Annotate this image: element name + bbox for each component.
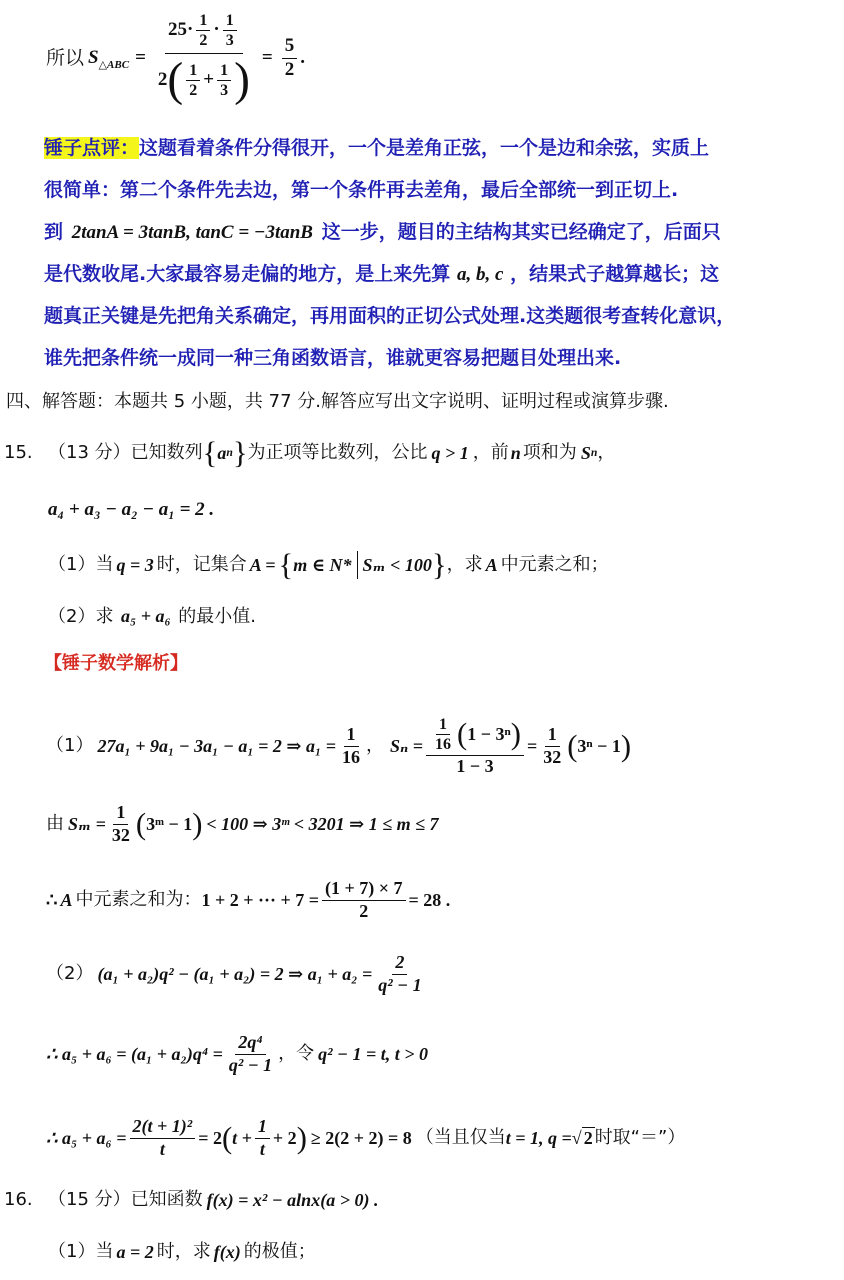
q15-stem [4,438,615,469]
sol6-note1: （当且仅当 [415,1127,506,1148]
q16-stem [4,1188,378,1212]
sol2-sm: Sₘ = [68,814,106,834]
q15-p1-label: （1）当 [48,554,114,576]
sol-line-4 [46,944,428,1004]
den-half [186,62,200,100]
half-num: 1 [196,12,210,32]
main-fraction-num [165,12,243,54]
sol1-r-num: 1 [545,725,560,747]
sol1-a1-num: 1 [344,725,359,747]
sol-line-1 [46,698,631,794]
sol6-c1: t + [232,1128,252,1148]
q16-f: f(x) = x² − alnx(a > 0) . [206,1190,379,1210]
sol6-pr: ) [296,1120,307,1155]
result-period: . [300,47,305,68]
set-bar [357,551,358,579]
third-den: 3 [225,32,234,50]
sol6-inv-num: 1 [255,1117,270,1139]
sol1-eq: = [526,736,538,756]
q15-p2-label: （2）求 [48,606,114,627]
q15-p1-set: A = [249,555,276,576]
sol1-comma: ， [366,735,384,756]
q15-n: n [510,443,521,464]
sol4-a: (a₁ + a₂)q² − (a₁ + a₂) = 2 ⇒ a₁ + a₂ = [97,964,373,984]
dot2: · [213,19,220,41]
q15-cond: q > 1 [431,443,469,464]
sol6-num: 2(t + 1)² [130,1117,196,1139]
eq1: = [135,47,146,68]
den-third-num: 1 [217,62,231,82]
sol3-res: = 28 . [408,890,451,910]
sol1-rpl: ( [567,728,578,763]
sol5-den: q² − 1 [228,1054,273,1075]
paren-r: ) [234,53,250,106]
q15-p1-t1: 时，记集合 [156,554,247,576]
sol-line-6 [46,1106,685,1170]
q15-p1-A: A [485,555,498,576]
review-line-1 [44,136,709,161]
q16-p1-t: 时，求 [156,1241,211,1262]
sol1-inner-frac [432,716,454,754]
q15-sn-sub: n [590,446,598,460]
sol2-paren: 3ᵐ − 1 [146,814,193,834]
q15-t5: ， [597,442,616,464]
den-third-den: 3 [220,82,229,100]
review-3-post: 这一步，题目的主结构其实已经确定了，后面只 [321,221,721,243]
sol2-pl: ( [135,806,147,841]
q15-p1-t3: 中元素之和； [500,554,609,576]
result-den: 2 [284,58,295,80]
sol5-a: ∴ a₅ + a₆ = (a₁ + a₂)q⁴ = [46,1044,223,1064]
q16-p1-t2: 的极值； [243,1241,316,1262]
sol4-num: 2 [392,953,407,975]
review-line-6: 谁先把条件统一成同一种三角函数语言，谁就更容易把题目处理出来. [44,347,622,369]
main-fraction [155,12,253,105]
brace-l: { [202,436,218,470]
q15-t4: 项和为 [522,442,577,464]
review-line-4 [44,262,719,287]
q16-p1-f: f(x) [213,1242,241,1262]
sol1-inner: 1 − 3ⁿ [467,723,511,744]
q16-p1-a: a = 2 [116,1242,154,1262]
review-tag: 锤子点评： [44,137,140,159]
sol1-pl: ( [457,717,468,752]
sol3-t: 中元素之和为： [75,889,202,910]
q15-sn: S [580,443,591,464]
sol-line-5 [46,1024,428,1084]
sol6-den: t [159,1138,165,1159]
q15-part1 [48,550,609,581]
q16-score: （15 分） [48,1189,131,1210]
review-line-3 [44,220,721,245]
sol5-t: ，令 [278,1043,315,1064]
sol6-inv-frac [255,1117,270,1160]
result-num: 5 [282,36,298,59]
den-plus: + [203,69,215,91]
sol6-a: ∴ a₅ + a₆ = [46,1128,127,1148]
sol1-big-frac [426,716,524,777]
review-4-math: a, b, c [456,264,504,285]
sol6-d: ≥ 2(2 + 2) = 8 [310,1128,412,1148]
sol5-num: 2q⁴ [235,1033,265,1055]
sol-line-3 [46,870,450,930]
sol1-pr: ) [510,717,521,752]
den-third [217,62,231,100]
sol1-r-den: 32 [543,746,562,767]
sol1-big-num [426,716,524,756]
paren-l: ( [167,53,184,106]
q15-p2-t: 的最小值. [178,606,256,627]
sol1-big-den: 1 − 3 [456,755,494,776]
sol3-A: A [60,890,73,910]
sol3-den: 2 [359,900,369,921]
prefix-text: 所以 [46,47,85,69]
sqrt-2: √ 2 [571,1128,593,1148]
sol1-inner-den: 16 [435,736,452,754]
half-den: 2 [199,32,208,50]
q16-number: 16. [4,1189,33,1210]
eq2: = [261,47,273,68]
sol1-r-paren: 3ⁿ − 1 [577,736,621,756]
set-brace-r: } [431,548,447,582]
sol1-r-frac [540,725,564,768]
q15-p1-t2: ，求 [446,554,483,576]
q16-p1-label: （1）当 [48,1241,114,1262]
lhs-sub: △ABC [98,59,130,71]
q15-t1: 已知数列 [130,442,203,464]
q15-seq-sub: n [226,446,233,460]
analysis-title: 【锤子数学解析】 [44,653,188,674]
sol1-sn: Sₙ = [390,736,424,756]
q15-p1-m: m ∈ N* [293,555,352,576]
third-frac [223,12,237,50]
sol4-frac [375,953,424,996]
sol6-pl: ( [221,1120,233,1155]
review-3-pre: 到 [44,221,64,243]
sol6-frac [130,1117,196,1160]
result-frac [282,36,298,81]
third-num: 1 [223,12,237,32]
review-line-5: 题真正关键是先把角关系确定，再用面积的正切公式处理.这类题很考查转化意识， [44,305,736,327]
q15-equation: a₄ + a₃ − a₂ − a₁ = 2 . [48,499,215,520]
num-25: 25 [168,19,188,41]
q15-t3: ，前 [472,442,509,464]
section-header: 四、解答题：本题共 5 小题，共 77 分.解答应写出文字说明、证明过程或演算步骤. [6,391,669,412]
sol1-a: 27a₁ + 9a₁ − 3a₁ − a₁ = 2 ⇒ a₁ = [97,736,336,756]
q16-part1 [48,1240,316,1264]
sol5-frac [226,1033,275,1076]
sol6-note2: 时取“＝”） [594,1127,686,1148]
sol6-note-m: t = 1, q = [505,1128,572,1148]
sol2-rest: < 100 ⇒ 3ᵐ < 3201 ⇒ 1 ≤ m ≤ 7 [206,814,439,834]
area-formula-line [46,8,305,108]
main-fraction-den [155,54,253,105]
sqrt-rad: 2 [583,1128,593,1148]
sol2-pre: 由 [46,813,64,834]
sol1-label: （1） [46,735,94,756]
sol1-inner-num: 1 [436,716,450,736]
q15-p1-cond: Sₘ < 100 [362,555,432,576]
sol2-den: 32 [111,824,130,845]
q15-part2 [48,604,256,629]
sol3-pre: ∴ [46,890,58,910]
review-text-1: 这题看着条件分得很开，一个是差角正弦，一个是边和余弦，实质上 [139,137,710,159]
sol3-frac [322,879,406,922]
sol5-b: q² − 1 = t, t > 0 [318,1044,428,1064]
brace-r: } [232,436,248,470]
lhs-s: S [88,47,99,68]
sol4-label: （2） [46,963,94,984]
half-frac [196,12,210,50]
sol1-a1-frac [339,725,363,768]
review-4-post: ，结果式子越算越长；这 [510,263,720,285]
sol2-num: 1 [113,803,128,825]
sol4-den: q² − 1 [378,974,422,995]
sol2-pr: ) [192,806,203,841]
set-brace-l: { [278,548,294,582]
den-2: 2 [157,69,168,91]
sol3-num: (1 + 7) × 7 [322,879,406,901]
sol1-a1-den: 16 [342,746,360,767]
den-half-num: 1 [186,62,200,82]
den-half-den: 2 [189,82,198,100]
sol-line-2 [46,796,438,852]
q15-score: （13 分） [48,442,131,464]
review-3-math: 2tanA = 3tanB, tanC = −3tanB [71,222,313,243]
sol1-rpr: ) [620,728,632,763]
review-line-2: 很简单：第二个条件先去边，第一个条件再去差角，最后全部统一到正切上. [44,179,679,201]
sol6-inv-den: t [259,1138,265,1159]
sol6-c2: + 2 [272,1128,297,1148]
q15-p2-expr: a₅ + a₆ [120,606,171,626]
dot1: · [187,19,194,41]
q15-p1-q: q = 3 [116,555,154,576]
q15-number: 15. [4,442,33,464]
q15-t2: 为正项等比数列，公比 [247,442,428,464]
q16-t1: 已知函数 [130,1189,203,1210]
sol6-b: = 2 [198,1128,222,1148]
sol2-frac [109,803,133,846]
q15-seq: a [217,443,227,464]
sol3-sum: 1 + 2 + ··· + 7 = [201,890,320,910]
review-4-pre: 是代数收尾.大家最容易走偏的地方，是上来先算 [44,263,451,285]
